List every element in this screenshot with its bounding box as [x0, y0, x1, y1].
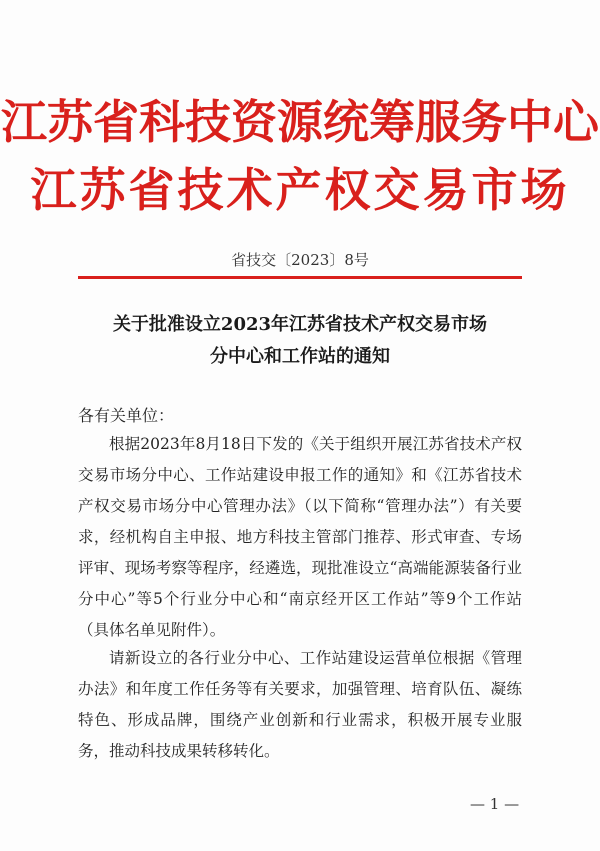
- notice-title-line-2: 分中心和工作站的通知: [210, 346, 390, 367]
- document-number: 省技交〔2023〕8号: [231, 251, 369, 269]
- page-number: — 1 —: [470, 795, 520, 813]
- notice-title-line-1: 关于批准设立2023年江苏省技术产权交易市场: [112, 314, 488, 335]
- issuer-name-line-1: 江苏省科技资源统筹服务中心: [1, 95, 599, 149]
- body-paragraph-1: 根据2023年8月18日下发的《关于组织开展江苏省技术产权交易市场分中心、工作站建设申报工作的通知》和《江苏省技术产权交易市场分中心管理办法》（以下简称“管理办法”）有关要求，经机构自主申报、地方科技主管部门推荐、形式审查、专场评审、现场考察等程序，经遴选，现批准设立“高端能源装备行业分中心”等5个行业分中心和“南京经开区工作站”等9个工作站（具体名单见附件）。: [78, 435, 522, 639]
- body-paragraph-2: 请新设立的各行业分中心、工作站建设运营单位根据《管理办法》和年度工作任务等有关要求，加强管理、培育队伍、凝练特色、形成品牌，围绕产业创新和行业需求，积极开展专业服务，推动科技成果转移转化。: [78, 649, 522, 760]
- red-divider-line: [78, 276, 522, 279]
- salutation: 各有关单位：: [78, 406, 175, 425]
- issuer-name-line-2: 江苏省技术产权交易市场: [30, 163, 570, 217]
